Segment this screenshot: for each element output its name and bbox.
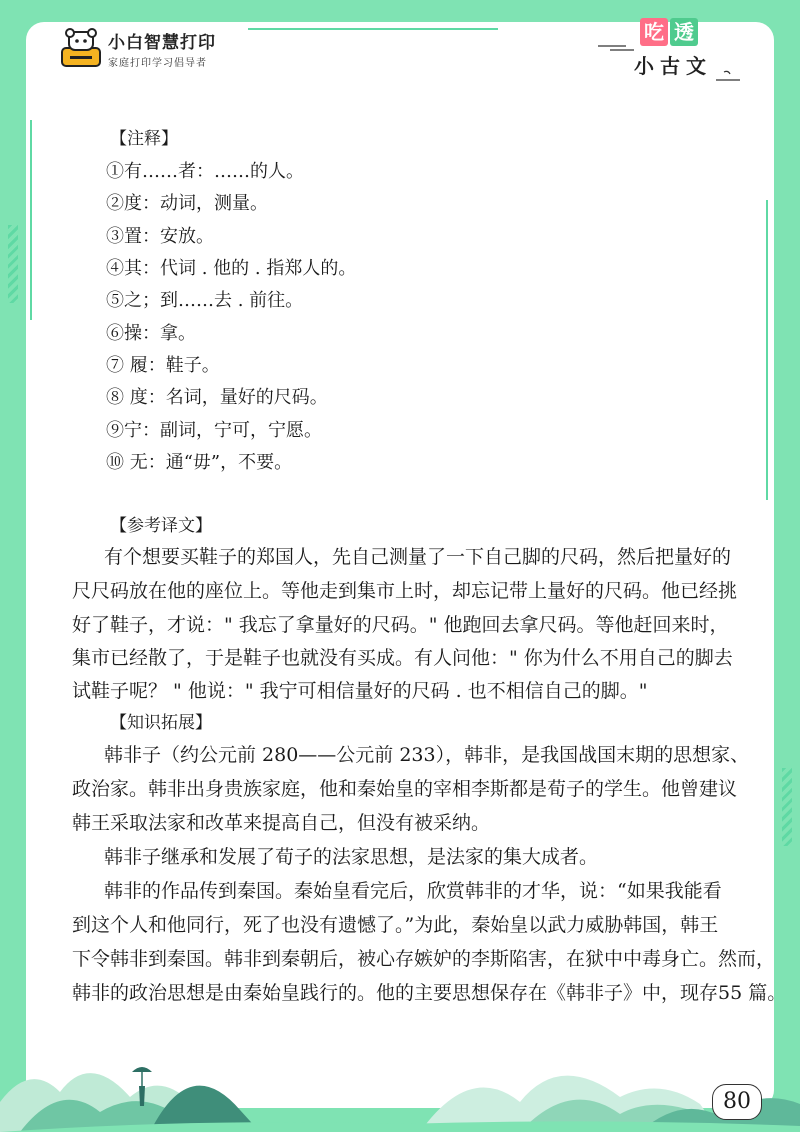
umbrella-figure-icon [130,1062,154,1108]
mountain-landscape-illustration [0,992,800,1132]
note-item: ②度：动词，测量。 [106,193,268,214]
note-item: ⑨宁：副词，宁可，宁愿。 [106,420,322,441]
series-title [596,18,746,88]
notes-heading: 【注释】 [110,129,178,149]
swirl-icon [714,68,746,84]
translation-line: 有个想要买鞋子的郑国人，先自己测量了一下自己脚的尺码，然后把量好的 [104,546,732,568]
cloud-swirl-icon [596,40,636,52]
translation-line: 好了鞋子，才说：" 我忘了拿量好的尺码。" 他跑回去拿尺码。等他赶回来时， [72,614,729,636]
knowledge-line: 韩非的作品传到秦国。秦始皇看完后，欣赏韩非的才华，说：“如果我能看 [104,880,722,902]
knowledge-line: 下令韩非到秦国。韩非到秦朝后，被心存嫉妒的李斯陷害，在狱中中毒身亡。然而， [72,948,776,970]
note-item: ⑤之；到……去 . 前往。 [106,290,304,311]
note-item: ④其：代词 . 他的 . 指郑人的。 [106,258,357,279]
left-stripes [8,225,18,303]
series-char-1: 吃 [640,18,668,46]
knowledge-line: 韩非子继承和发展了荀子的法家思想，是法家的集大成者。 [104,846,599,868]
note-item: ⑦ 履：鞋子。 [106,355,220,376]
note-item: ⑧ 度：名词，量好的尺码。 [106,387,328,408]
right-stripes [782,768,792,846]
knowledge-line: 到这个人和他同行，死了也没有遗憾了。”为此，秦始皇以武力威胁韩国，韩王 [72,914,719,936]
right-border-line [766,200,768,500]
knowledge-line: 韩王采取法家和改革来提高自己，但没有被采纳。 [72,812,491,834]
knowledge-line: 政治家。韩非出身贵族家庭，他和秦始皇的宰相李斯都是荀子的学生。他曾建议 [72,778,738,800]
brand-name: 小白智慧打印 [108,32,216,53]
top-border-line [248,28,498,30]
note-item: ⑥操：拿。 [106,323,196,344]
printer-mascot-icon [60,26,102,70]
translation-heading: 【参考译文】 [110,516,212,536]
translation-line: 尺尺码放在他的座位上。等他走到集市上时，却忘记带上量好的尺码。他已经挑 [72,580,738,602]
translation-line: 试鞋子呢？ " 他说：" 我宁可相信量好的尺码 . 也不相信自己的脚。" [72,680,648,702]
brand [60,26,216,70]
knowledge-line: 韩非子（约公元前 280——公元前 233），韩非，是我国战国末期的思想家、 [104,744,750,766]
note-item: ⑩ 无：通“毋”，不要。 [106,452,293,473]
note-item: ③置：安放。 [106,226,214,247]
knowledge-heading: 【知识拓展】 [110,713,212,733]
page-number: 80 [712,1084,762,1120]
series-char-2: 透 [670,18,698,46]
note-item: ①有……者：……的人。 [106,161,304,182]
brand-slogan: 家庭打印学习倡导者 [108,57,207,69]
series-subtitle: 小古文 [634,54,712,78]
left-border-line [30,120,32,320]
translation-line: 集市已经散了，于是鞋子也就没有买成。有人问他：" 你为什么不用自己的脚去 [72,647,733,669]
knowledge-line: 韩非的政治思想是由秦始皇践行的。他的主要思想保存在《韩非子》中，现存55 篇。 [72,982,787,1004]
